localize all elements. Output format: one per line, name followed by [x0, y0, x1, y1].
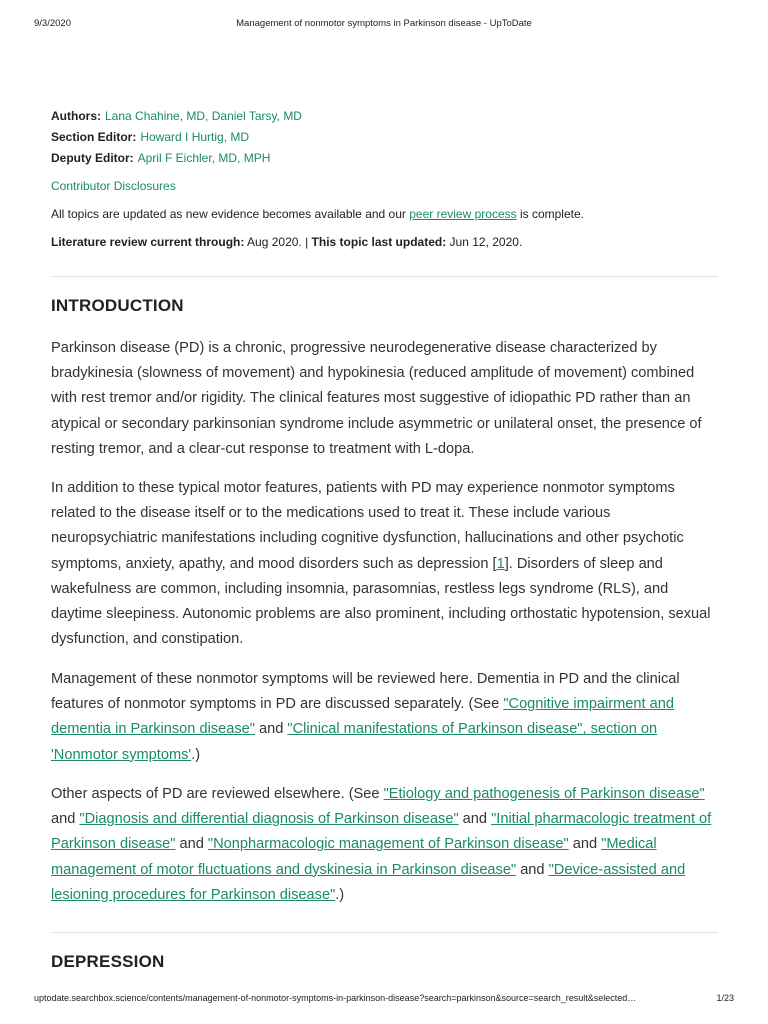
p4-text-a: Other aspects of PD are reviewed elsewhere. (See: [51, 786, 384, 802]
update-note: [51, 207, 584, 221]
divider: [51, 276, 718, 277]
section-editor-label: Section Editor:: [51, 130, 137, 144]
p4-end: .): [335, 886, 345, 903]
p2-text-b: ]. Disorders of sleep and wakefulness are common, including insomnia, parasomnias, restless legs syndrome (RLS), and daytime sleepiness. Autonomic problems are also prominent, including orthostatic hypotension, sexual dysfunction, and constipation.: [51, 555, 711, 648]
deputy-editor-label: Deputy Editor:: [51, 151, 134, 165]
divider: [51, 932, 718, 933]
review-dates-line: [51, 235, 522, 249]
intro-paragraph-1: Parkinson disease (PD) is a chronic, progressive neurodegenerative disease characterized by bradykinesia (slowness of movement) and hypokinesia (reduced amplitude of movement) combined with rest tremor and/or rigidity. The clinical features most suggestive of idiopathic PD rather than an atypical or secondary parkinsonian syndrome include asymmetric or unilateral onset, the presence of resting tremor, and a clear-cut response to treatment with L-dopa.: [51, 340, 702, 457]
contributor-disclosures-link[interactable]: Contributor Disclosures: [51, 179, 176, 193]
p3-text-a: Management of these nonmotor symptoms will be reviewed here. Dementia in PD and the clinical features of nonmotor symptoms in PD are discussed separately. (See: [51, 671, 680, 713]
update-note-text-start: All topics are updated as new evidence becomes available and our: [51, 207, 410, 221]
peer-review-process-link[interactable]: peer review process: [409, 207, 517, 221]
diagnosis-topic-link[interactable]: "Diagnosis and differential diagnosis of Parkinson disease": [79, 811, 459, 828]
motor-fluctuations-topic-link[interactable]: "Medical management of motor fluctuations and dyskinesia in Parkinson disease": [51, 836, 657, 878]
lit-review-label: Literature review current through:: [51, 235, 245, 249]
deputy-editor-line: [51, 151, 270, 165]
last-updated-label: This topic last updated:: [311, 235, 447, 249]
reference-1-link[interactable]: 1: [496, 555, 505, 572]
p4-and-5: and: [516, 861, 549, 878]
intro-paragraph-2: [51, 476, 718, 652]
depression-heading: DEPRESSION: [51, 952, 165, 971]
print-page-number: 1/23: [716, 993, 734, 1003]
p4-and-3: and: [175, 836, 208, 853]
p2-text-a: In addition to these typical motor features, patients with PD may experience nonmotor symptoms related to the disease itself or to the medications used to treat it. These include various neuropsychiatric manifestations including cognitive dysfunction, hallucinations and other psychotic symptoms, anxiety, apathy, and mood disorders such as depression [: [51, 480, 684, 572]
etiology-topic-link[interactable]: "Etiology and pathogenesis of Parkinson disease": [383, 786, 705, 802]
deputy-editor-link[interactable]: April F Eichler, MD, MPH: [137, 151, 271, 165]
authors-label: Authors:: [51, 109, 101, 123]
intro-paragraph-4: [51, 782, 718, 908]
cognitive-impairment-topic-link[interactable]: "Cognitive impairment and dementia in Parkinson disease": [51, 696, 675, 738]
p4-and-4: and: [568, 836, 602, 853]
section-editor-link[interactable]: Howard I Hurtig, MD: [140, 130, 250, 144]
authors-line: [51, 109, 302, 123]
initial-treatment-topic-link[interactable]: "Initial pharmacologic treatment of Parkinson disease": [51, 811, 712, 853]
intro-paragraph-3: [51, 667, 718, 768]
nonpharmacologic-topic-link[interactable]: "Nonpharmacologic management of Parkinson disease": [207, 836, 569, 853]
last-updated-value: Jun 12, 2020.: [446, 235, 523, 249]
clinical-manifestations-topic-link[interactable]: "Clinical manifestations of Parkinson disease", section on 'Nonmotor symptoms': [51, 721, 658, 763]
print-page-title: Management of nonmotor symptoms in Parkinson disease - UpToDate: [236, 18, 532, 29]
print-header: [0, 0, 768, 36]
print-date: 9/3/2020: [34, 18, 71, 29]
p4-and-2: and: [458, 811, 492, 828]
contributor-disclosures-row: [51, 179, 176, 193]
section-editor-line: [51, 130, 249, 144]
device-assisted-topic-link[interactable]: "Device-assisted and lesioning procedures for Parkinson disease": [51, 861, 686, 903]
authors-link[interactable]: Lana Chahine, MD, Daniel Tarsy, MD: [105, 109, 302, 123]
lit-review-value: Aug 2020. |: [244, 235, 312, 249]
p4-and-1: and: [51, 811, 80, 828]
p3-and: and: [254, 721, 288, 738]
print-footer: [0, 988, 768, 1012]
update-note-text-end: is complete.: [516, 207, 584, 221]
introduction-heading: INTRODUCTION: [51, 296, 184, 315]
p3-end: .): [191, 746, 201, 763]
print-url: uptodate.searchbox.science/contents/management-of-nonmotor-symptoms-in-parkinson-disease?search=parkinson&source=search_result&selected…: [34, 993, 637, 1003]
